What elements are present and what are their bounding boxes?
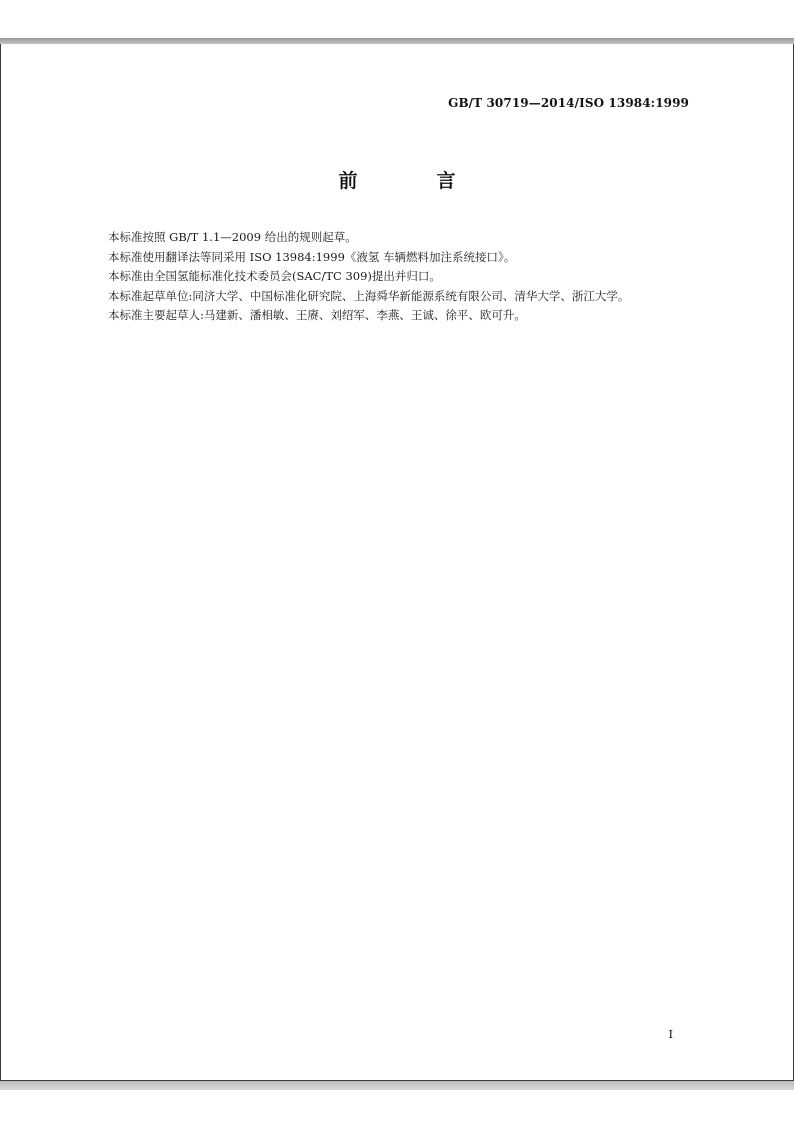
- paragraph-drafting-rules: 本标准按照 GB/T 1.1—2009 给出的规则起草。: [108, 230, 357, 244]
- paragraph-committee: 本标准由全国氢能标准化技术委员会(SAC/TC 309)提出并归口。: [108, 269, 441, 283]
- paragraph-drafting-units: 本标准起草单位:同济大学、中国标准化研究院、上海舜华新能源系统有限公司、清华大学、浙江大学。: [108, 288, 630, 303]
- foreword-body: [81, 228, 687, 326]
- paragraph-drafters: 本标准主要起草人:马建新、潘相敏、王赓、刘绍军、李燕、王诚、徐平、欧可升。: [108, 308, 526, 322]
- standard-code: GB/T 30719—2014/ISO 13984:1999: [448, 96, 689, 110]
- viewer-bottom-edge: [0, 1081, 794, 1123]
- paragraph-adoption: 本标准使用翻译法等同采用 ISO 13984:1999《液氢 车辆燃料加注系统接口》。: [108, 249, 516, 264]
- page-number: I: [668, 1027, 673, 1041]
- page-title: 前 言: [338, 170, 486, 192]
- viewer-top-edge: [0, 0, 794, 44]
- document-page: [0, 44, 794, 1081]
